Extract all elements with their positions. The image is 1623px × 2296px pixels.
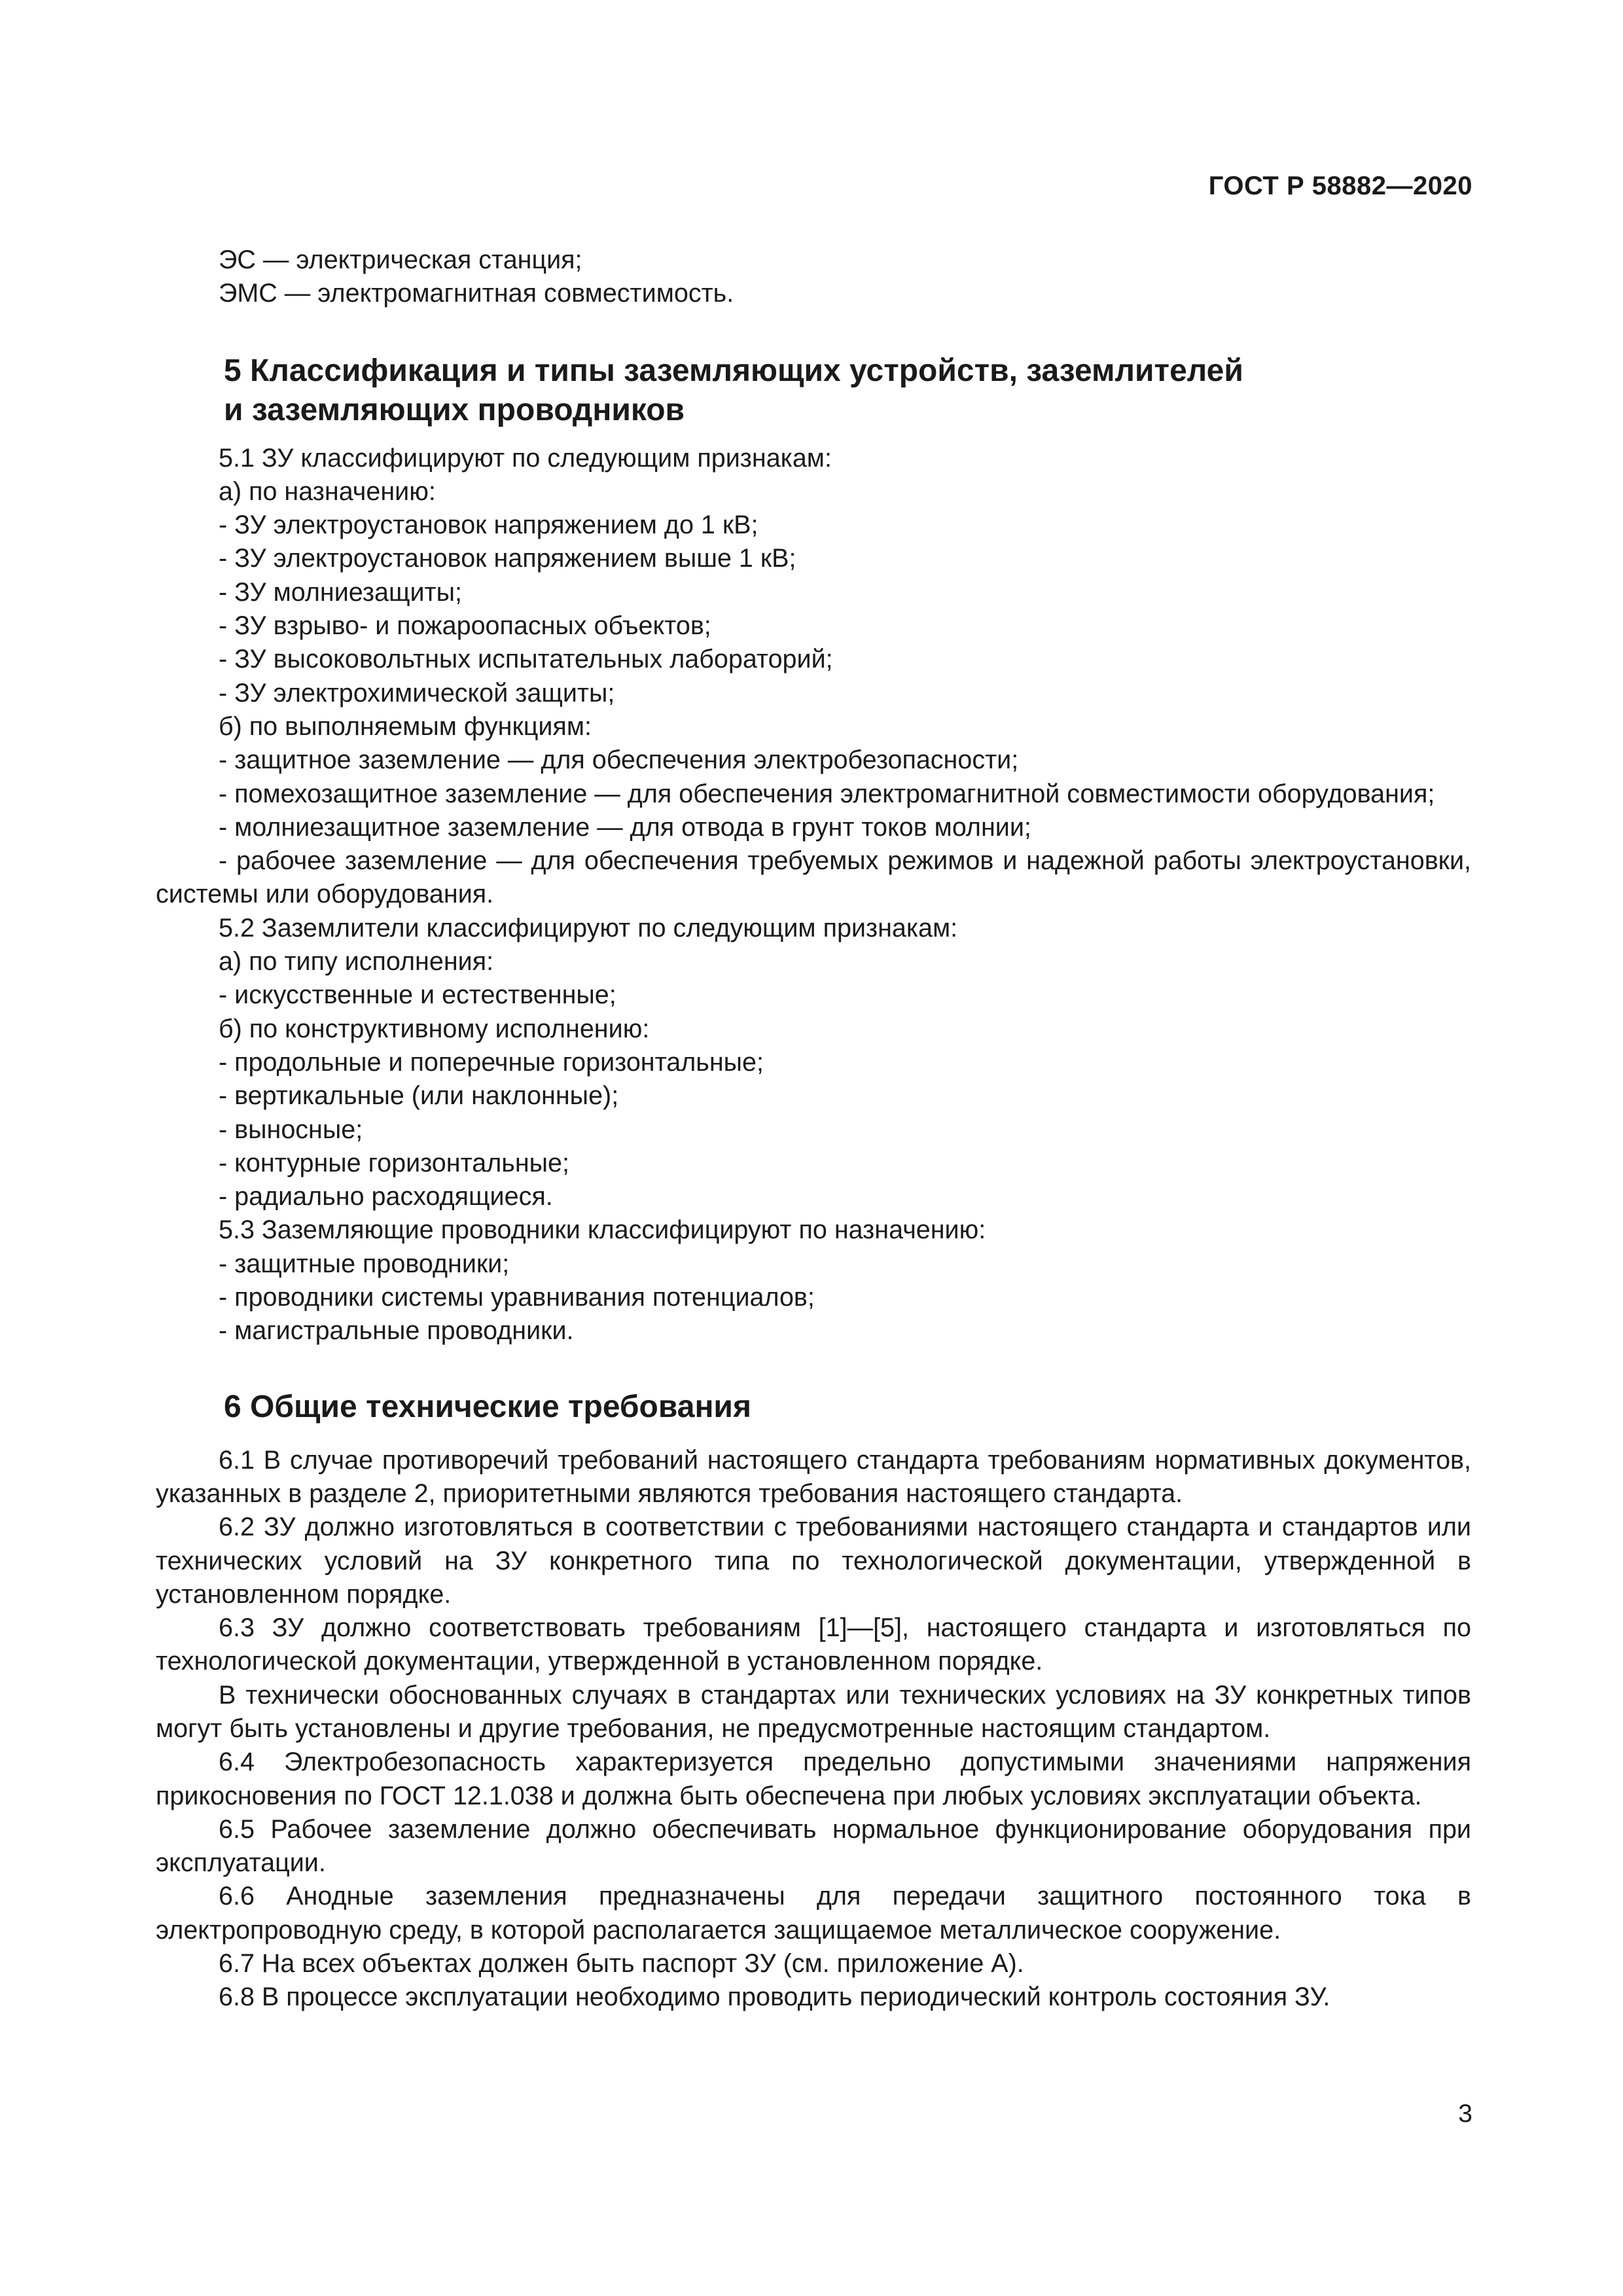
section-5-paragraph: - контурные горизонтальные; <box>219 1148 569 1177</box>
section-6-paragraph: 6.2 ЗУ должно изготовляться в соответствии с требованиями настоящего стандарта и стандартов или технических условий на ЗУ конкретного типа по технологической документации, утвержденной в установленном порядке. <box>156 1513 1471 1609</box>
section-5-heading: 5 Классификация и типы заземляющих устройств, заземлителей и заземляющих проводников <box>224 353 1243 427</box>
section-6-paragraph: 6.7 На всех объектах должен быть паспорт ЗУ (см. приложение А). <box>219 1949 1024 1979</box>
section-5-paragraph: - ЗУ электроустановок напряжением до 1 кВ; <box>219 511 758 540</box>
section-5-paragraph: - ЗУ молниезащиты; <box>219 577 462 607</box>
page-number: 3 <box>1458 2100 1472 2128</box>
abbreviation-line: ЭС — электрическая станция; <box>219 245 582 274</box>
section-5-paragraph: а) по типу исполнения: <box>219 947 494 977</box>
section-5-paragraph: - защитные проводники; <box>219 1249 510 1278</box>
section-5-paragraph: - магистральные проводники. <box>219 1316 574 1346</box>
section-5-paragraph: - проводники системы уравнивания потенциалов; <box>219 1283 815 1312</box>
section-5-paragraph: - выносные; <box>219 1115 363 1144</box>
section-6-paragraph: 6.3 ЗУ должно соответствовать требованиям [1]—[5], настоящего стандарта и изготовляться по технологической документации, утвержденной в установленном порядке. <box>156 1613 1471 1676</box>
section-5-paragraph: б) по конструктивному исполнению: <box>219 1014 650 1043</box>
section-5-paragraph: 5.2 Заземлители классифицируют по следующим признакам: <box>219 913 958 942</box>
section-5-paragraph: - радиально расходящиеся. <box>219 1182 553 1211</box>
section-6-paragraph: В технически обоснованных случаях в стандартах или технических условиях на ЗУ конкретных типов могут быть установлены и другие требования, не предусмотренные настоящим стандартом. <box>156 1680 1471 1743</box>
section-6-paragraph: 6.8 В процессе эксплуатации необходимо проводить периодический контроль состояния ЗУ. <box>219 1982 1330 2012</box>
section-5-paragraph: - вертикальные (или наклонные); <box>219 1081 619 1111</box>
section-5-paragraph: - ЗУ электрохимической защиты; <box>219 678 615 708</box>
section-5-paragraph: - помехозащитное заземление — для обеспечения электромагнитной совместимости оборудования; <box>219 779 1435 808</box>
section-5-paragraph: - искусственные и естественные; <box>219 980 616 1010</box>
document-code: ГОСТ Р 58882—2020 <box>1208 171 1472 200</box>
section-5-paragraph: - молниезащитное заземление — для отвода в грунт токов молнии; <box>219 812 1031 842</box>
section-5-paragraph: - рабочее заземление — для обеспечения требуемых режимов и надежной работы электроустановки, системы или оборудования. <box>156 846 1471 909</box>
section-6-paragraph: 6.5 Рабочее заземление должно обеспечивать нормальное функционирование оборудования при эксплуатации. <box>156 1814 1471 1878</box>
section-5-paragraph: 5.1 ЗУ классифицируют по следующим признакам: <box>219 443 832 473</box>
section-5-paragraph: а) по назначению: <box>219 476 436 506</box>
section-5-paragraph: - ЗУ высоковольтных испытательных лабораторий; <box>219 645 833 674</box>
section-6-paragraph: 6.1 В случае противоречий требований настоящего стандарта требованиям нормативных документов, указанных в разделе 2, приоритетными являются требования настоящего стандарта. <box>156 1445 1471 1508</box>
section-5-paragraph: б) по выполняемым функциям: <box>219 711 592 741</box>
page-content <box>156 243 1471 2015</box>
section-5-paragraph: - ЗУ взрыво- и пожароопасных объектов; <box>219 611 711 641</box>
section-6-heading: 6 Общие технические требования <box>224 1389 751 1424</box>
section-5-paragraph: - продольные и поперечные горизонтальные; <box>219 1047 764 1077</box>
section-5-paragraph: - защитное заземление — для обеспечения электробезопасности; <box>219 745 1019 775</box>
section-5-paragraph: 5.3 Заземляющие проводники классифицируют по назначению: <box>219 1215 986 1245</box>
section-5-paragraph: - ЗУ электроустановок напряжением выше 1 кВ; <box>219 544 796 573</box>
abbreviation-line: ЭМС — электромагнитная совместимость. <box>219 279 734 308</box>
section-6-paragraph: 6.6 Анодные заземления предназначены для передачи защитного постоянного тока в электропроводную среду, в которой располагается защищаемое металлическое сооружение. <box>156 1882 1471 1945</box>
section-6-paragraph: 6.4 Электробезопасность характеризуется предельно допустимыми значениями напряжения прикосновения по ГОСТ 12.1.038 и должна быть обеспечена при любых условиях эксплуатации объекта. <box>156 1748 1471 1810</box>
